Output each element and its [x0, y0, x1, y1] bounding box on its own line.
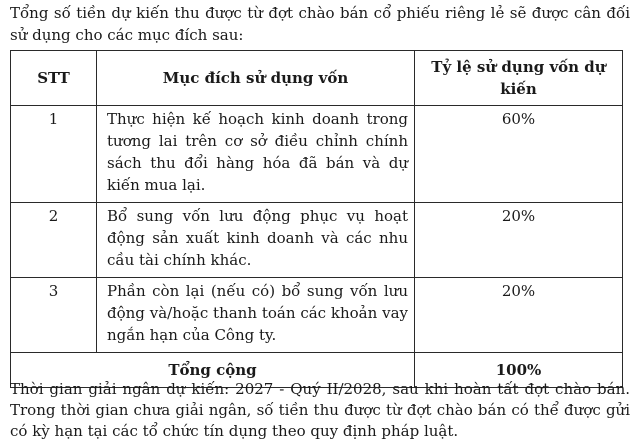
- intro-paragraph: Tổng số tiền dự kiến thu được từ đợt chào bán cổ phiếu riêng lẻ sẽ được cân đối sử dụng cho các mục đích sau:: [10, 4, 630, 44]
- row-ratio: 60%: [415, 106, 623, 203]
- table-row: [11, 106, 623, 203]
- row-stt: 2: [11, 203, 97, 278]
- row-purpose: Thực hiện kế hoạch kinh doanh trong tương lai trên cơ sở điều chỉnh chính sách thu đổi hàng hóa đã bán và dự kiến mua lại.: [97, 106, 415, 203]
- row-ratio: 20%: [415, 203, 623, 278]
- table-row: [11, 278, 623, 353]
- table-header-row: [11, 51, 623, 106]
- row-stt: 1: [11, 106, 97, 203]
- capital-use-table: [10, 50, 623, 388]
- row-purpose: Phần còn lại (nếu có) bổ sung vốn lưu động và/hoặc thanh toán các khoản vay ngắn hạn của Công ty.: [97, 278, 415, 353]
- total-label: Tổng cộng: [11, 353, 415, 388]
- footer-paragraph: Thời gian giải ngân dự kiến: 2027 - Quý II/2028, sau khi hoàn tất đợt chào bán. Trong thời gian chưa giải ngân, số tiền thu được từ đợt chào bán có thể được gửi có kỳ hạn tại các tổ chức tín dụng theo quy định pháp luật.: [10, 380, 630, 440]
- total-value: 100%: [415, 353, 623, 388]
- header-purpose: Mục đích sử dụng vốn: [97, 51, 415, 106]
- header-ratio: Tỷ lệ sử dụng vốn dự kiến: [415, 51, 623, 106]
- row-purpose: Bổ sung vốn lưu động phục vụ hoạt động sản xuất kinh doanh và các nhu cầu tài chính khác.: [97, 203, 415, 278]
- header-stt: STT: [11, 51, 97, 106]
- row-ratio: 20%: [415, 278, 623, 353]
- row-stt: 3: [11, 278, 97, 353]
- table-row: [11, 203, 623, 278]
